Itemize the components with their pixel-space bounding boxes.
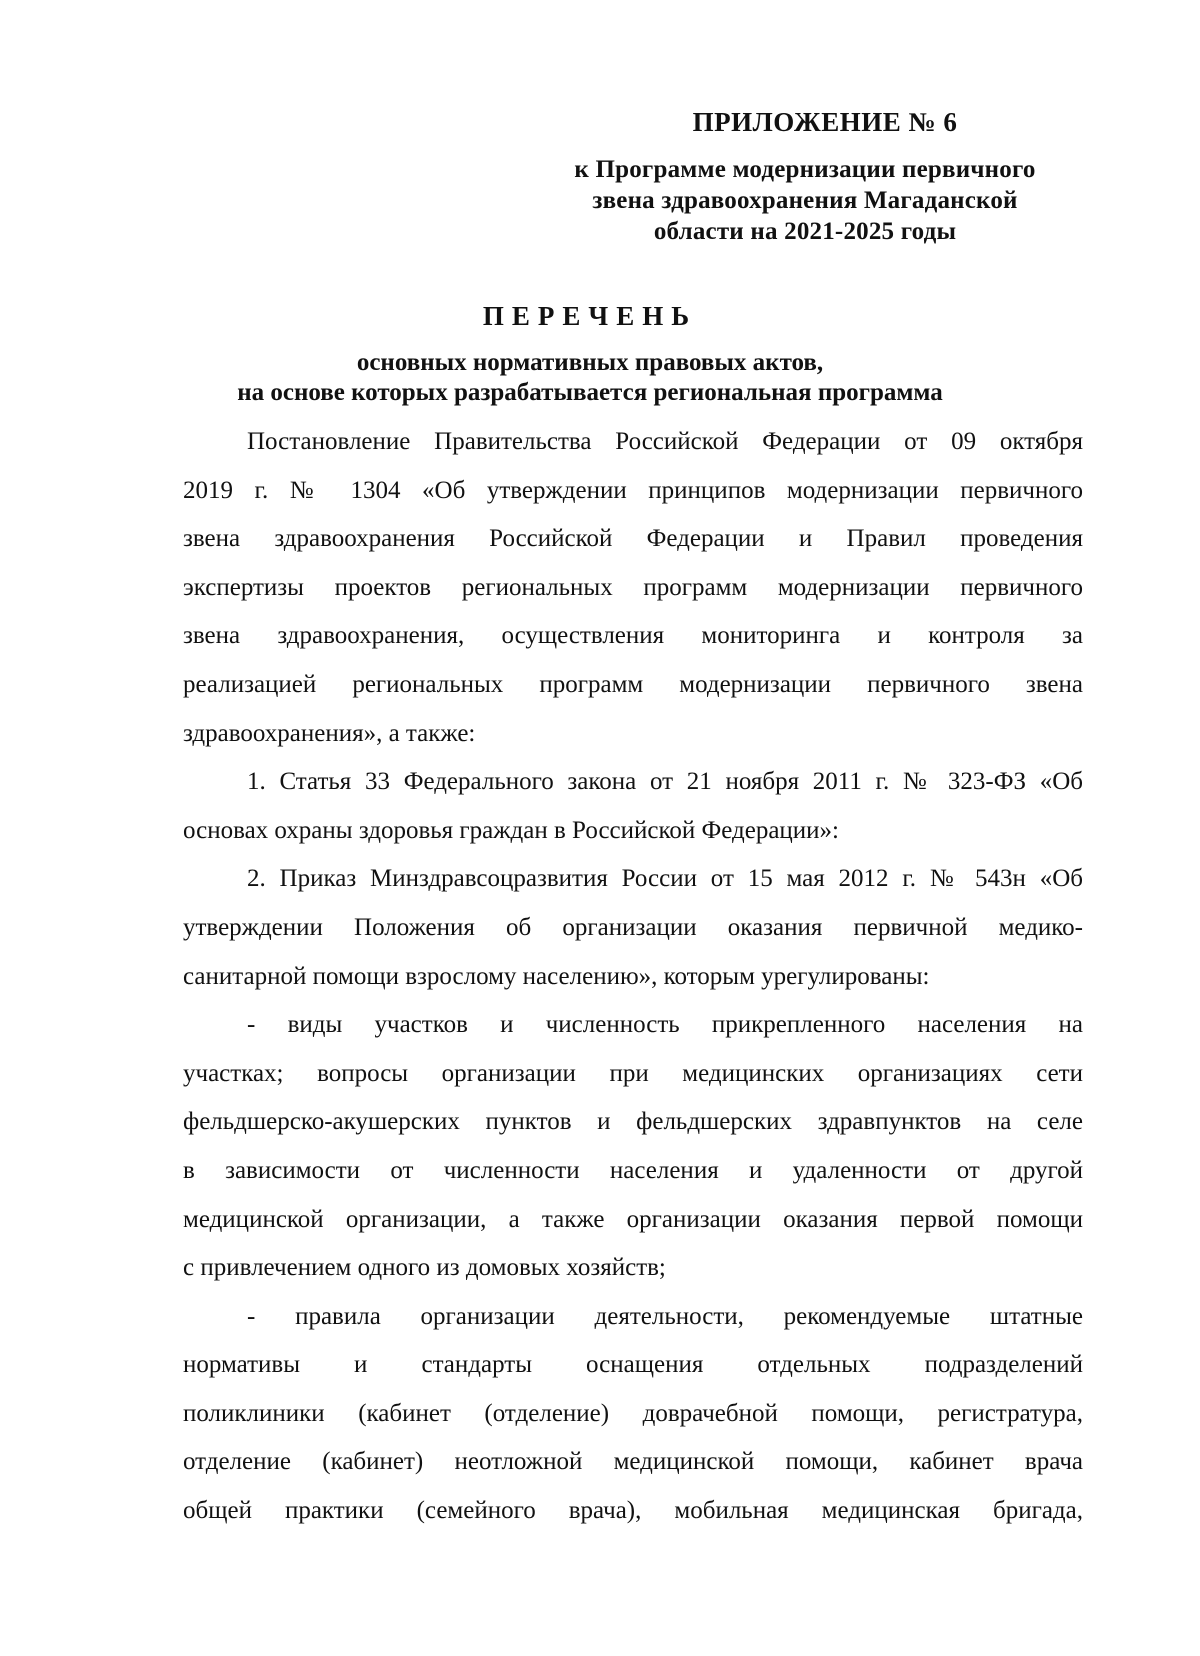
text-line: основах охраны здоровья граждан в Российской Федерации»: — [183, 816, 840, 844]
appendix-title: ПРИЛОЖЕНИЕ № 6 — [692, 107, 958, 137]
text-line: фельдшерско-акушерских пунктов и фельдшерских здравпунктов на селе — [183, 1108, 1083, 1136]
document-heading — [150, 298, 1030, 408]
text-line: утверждении Положения об организации оказания первичной медико- — [183, 913, 1083, 941]
text-line: отделение (кабинет) неотложной медицинской помощи, кабинет врача — [183, 1448, 1083, 1476]
text-line: медицинской организации, а также организации оказания первой помощи — [183, 1205, 1083, 1233]
text-line: участках; вопросы организации при медицинских организациях сети — [183, 1059, 1083, 1087]
appendix-block — [540, 105, 1070, 247]
text-line: здравоохранения», а также: — [183, 719, 476, 747]
heading-title: ПЕРЕЧЕНЬ — [482, 301, 698, 331]
paragraph-resolution — [183, 418, 1083, 758]
appendix-line: к Программе модернизации первичного — [574, 156, 1036, 183]
text-line: санитарной помощи взрослому населению», которым урегулированы: — [183, 962, 930, 990]
text-line: звена здравоохранения Российской Федерации и Правил проведения — [183, 525, 1083, 553]
text-line: в зависимости от численности населения и удаленности от другой — [183, 1156, 1083, 1184]
appendix-line: области на 2021-2025 годы — [653, 218, 957, 245]
text-line: нормативы и стандарты оснащения отдельных подразделений — [183, 1351, 1083, 1379]
appendix-subtitle — [540, 154, 1070, 247]
paragraph-item-1 — [183, 758, 1083, 855]
text-line: - правила организации деятельности, рекомендуемые штатные — [247, 1302, 1083, 1330]
text-line: 1. Статья 33 Федерального закона от 21 ноября 2011 г. № 323-ФЗ «Об — [247, 768, 1083, 796]
paragraph-dash-2 — [183, 1293, 1083, 1536]
text-line: с привлечением одного из домовых хозяйств; — [183, 1254, 666, 1282]
text-line: 2019 г. № 1304 «Об утверждении принципов модернизации первичного — [183, 476, 1083, 504]
text-line: реализацией региональных программ модернизации первичного звена — [183, 670, 1083, 698]
text-line: общей практики (семейного врача), мобильная медицинская бригада, — [183, 1497, 1083, 1525]
appendix-line: звена здравоохранения Магаданской — [592, 187, 1018, 214]
document-body — [183, 418, 1083, 1536]
text-line: звена здравоохранения, осуществления мониторинга и контроля за — [183, 622, 1083, 650]
heading-line: основных нормативных правовых актов, — [356, 349, 824, 376]
heading-line: на основе которых разрабатывается региональная программа — [237, 379, 943, 406]
paragraph-dash-1 — [183, 1001, 1083, 1293]
text-line: экспертизы проектов региональных программ модернизации первичного — [183, 573, 1083, 601]
paragraph-item-2 — [183, 855, 1083, 1001]
text-line: поликлиники (кабинет (отделение) доврачебной помощи, регистратура, — [183, 1399, 1083, 1427]
text-line: 2. Приказ Минздравсоцразвития России от 15 мая 2012 г. № 543н «Об — [247, 865, 1083, 893]
text-line: - виды участков и численность прикрепленного населения на — [247, 1011, 1083, 1039]
text-line: Постановление Правительства Российской Федерации от 09 октября — [247, 428, 1083, 455]
